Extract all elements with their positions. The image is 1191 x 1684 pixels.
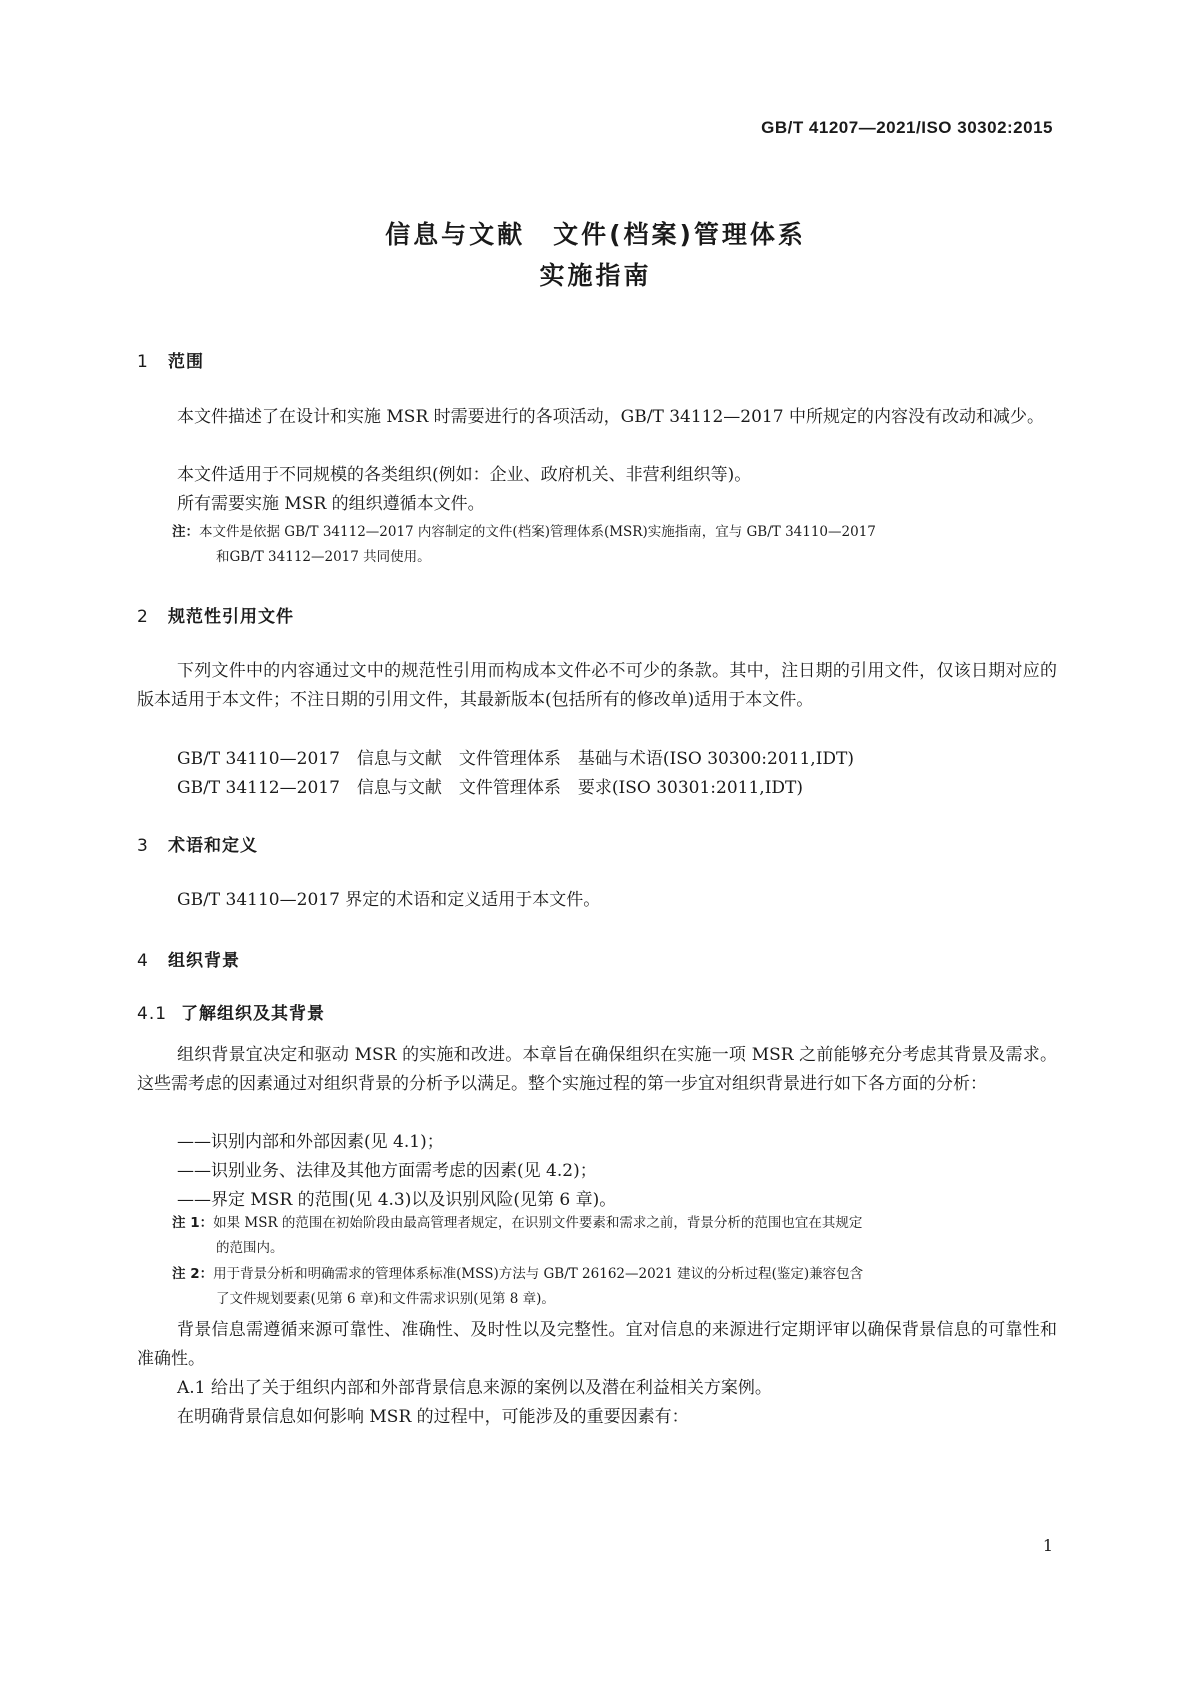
document-code: GB/T 41207—2021/ISO 30302:2015	[761, 118, 1053, 137]
section-number: 4	[137, 951, 149, 971]
section-title: 规范性引用文件	[168, 607, 294, 627]
note	[172, 1211, 1057, 1261]
note-text: 本文件是依据 GB/T 34112—2017 内容制定的文件(档案)管理体系(MSR)实施指南，宜与 GB/T 34110—2017	[199, 524, 876, 540]
note-line: 了文件规划要素(见第 6 章)和文件需求识别(见第 8 章)。	[216, 1291, 555, 1307]
reference-item: GB/T 34110—2017 信息与文献 文件管理体系 基础与术语(ISO 30300:2011,IDT)	[177, 749, 855, 769]
title-line-1: 信息与文献 文件(档案)管理体系	[385, 220, 806, 249]
list-item: ——识别内部和外部因素(见 4.1)；	[177, 1132, 444, 1152]
section-1-heading	[137, 347, 204, 372]
list-item: ——识别业务、法律及其他方面需考虑的因素(见 4.2)；	[177, 1161, 597, 1181]
section-2-heading	[137, 602, 294, 627]
section-4-heading	[137, 946, 240, 971]
note-line	[172, 1211, 1057, 1236]
paragraph: 本文件描述了在设计和实施 MSR 时需要进行的各项活动，GB/T 34112—2017 中所规定的内容没有改动和减少。	[177, 407, 1044, 427]
note	[172, 520, 1057, 570]
note-line: 的范围内。	[216, 1240, 284, 1256]
reference-item: GB/T 34112—2017 信息与文献 文件管理体系 要求(ISO 30301:2011,IDT)	[177, 778, 804, 798]
note-label: 注：	[172, 524, 199, 540]
note-text: 用于背景分析和明确需求的管理体系标准(MSS)方法与 GB/T 26162—2021 建议的分析过程(鉴定)兼容包含	[213, 1266, 864, 1282]
section-number: 2	[137, 607, 149, 627]
section-title: 术语和定义	[168, 836, 258, 856]
subsection-number: 4.1	[137, 1004, 168, 1024]
section-3-heading	[137, 831, 258, 856]
section-title: 范围	[168, 352, 204, 372]
subsection-4-1-heading	[137, 999, 325, 1024]
section-number: 1	[137, 352, 149, 372]
paragraph: 背景信息需遵循来源可靠性、准确性、及时性以及完整性。宜对信息的来源进行定期评审以确保背景信息的可靠性和准确性。	[137, 1320, 1057, 1369]
page-number: 1	[1042, 1536, 1053, 1555]
note-label: 注 1：	[172, 1215, 214, 1231]
note-line	[172, 520, 1057, 545]
note-line	[172, 1262, 1057, 1287]
list-item: ——界定 MSR 的范围(见 4.3)以及识别风险(见第 6 章)。	[177, 1190, 617, 1210]
paragraph: 本文件适用于不同规模的各类组织(例如：企业、政府机关、非营利组织等)。	[177, 465, 752, 485]
paragraph: 所有需要实施 MSR 的组织遵循本文件。	[177, 494, 485, 514]
note-text: 如果 MSR 的范围在初始阶段由最高管理者规定，在识别文件要素和需求之前，背景分析的范围也宜在其规定	[213, 1215, 863, 1231]
paragraph: 组织背景宜决定和驱动 MSR 的实施和改进。本章旨在确保组织在实施一项 MSR 之前能够充分考虑其背景及需求。这些需考虑的因素通过对组织背景的分析予以满足。整个实施过程的第一步宜对组织背景进行如下各方面的分析：	[137, 1045, 1057, 1094]
paragraph: GB/T 34110—2017 界定的术语和定义适用于本文件。	[177, 890, 601, 910]
paragraph: A.1 给出了关于组织内部和外部背景信息来源的案例以及潜在利益相关方案例。	[177, 1378, 772, 1398]
section-number: 3	[137, 836, 149, 856]
paragraph: 在明确背景信息如何影响 MSR 的过程中，可能涉及的重要因素有：	[177, 1407, 689, 1427]
title-line-2: 实施指南	[539, 261, 652, 290]
section-title: 组织背景	[168, 951, 240, 971]
note-label: 注 2：	[172, 1266, 214, 1282]
paragraph: 下列文件中的内容通过文中的规范性引用而构成本文件必不可少的条款。其中，注日期的引用文件，仅该日期对应的版本适用于本文件；不注日期的引用文件，其最新版本(包括所有的修改单)适用于本文件。	[137, 661, 1057, 710]
note-line: 和GB/T 34112—2017 共同使用。	[216, 549, 431, 565]
note	[172, 1262, 1057, 1312]
subsection-title: 了解组织及其背景	[181, 1004, 325, 1024]
